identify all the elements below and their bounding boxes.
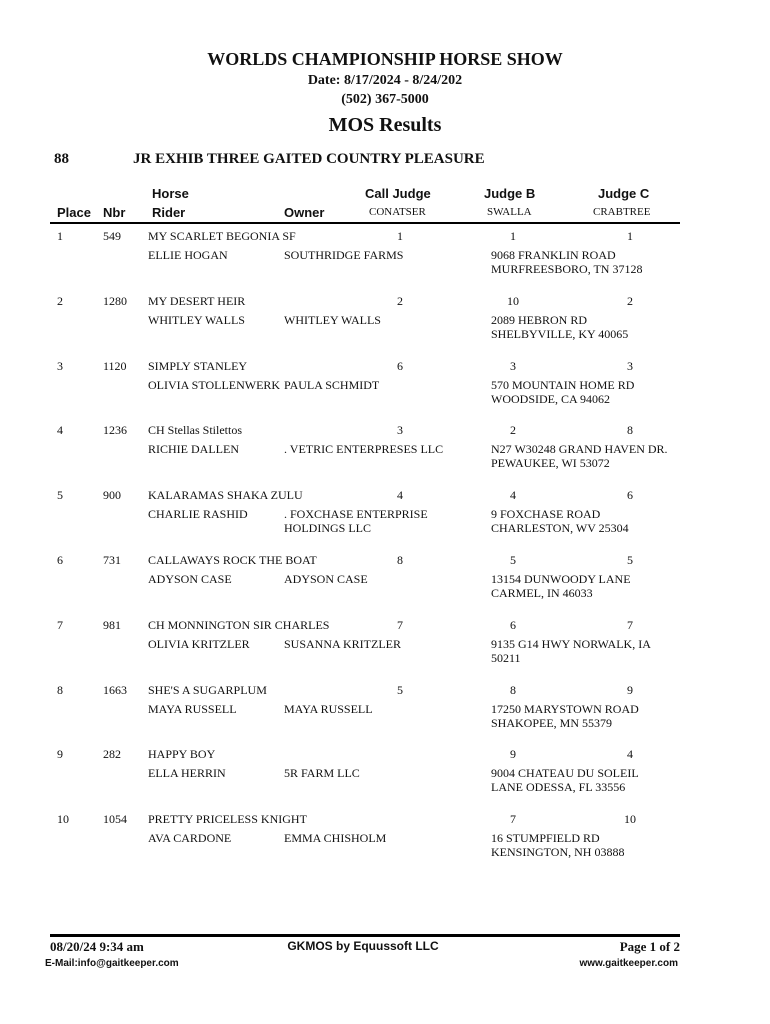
result-rider: RICHIE DALLEN xyxy=(148,442,239,457)
result-rider: AVA CARDONE xyxy=(148,831,232,846)
result-call-judge: 1 xyxy=(397,229,403,243)
result-horse: HAPPY BOY xyxy=(148,747,216,762)
footer-divider xyxy=(50,934,680,937)
header-judge-b: Judge B xyxy=(484,186,536,201)
result-rider: WHITLEY WALLS xyxy=(148,312,245,327)
result-address-line2: 50211 xyxy=(491,650,521,665)
result-place: 7 xyxy=(57,617,63,632)
judge-c-name: CRABTREE xyxy=(593,206,651,218)
result-owner: SOUTHRIDGE FARMS xyxy=(284,248,404,262)
result-address-line1: N27 W30248 GRAND HAVEN DR. xyxy=(491,442,668,457)
result-address-line1: 570 MOUNTAIN HOME RD xyxy=(491,377,635,392)
result-call-judge: 4 xyxy=(397,488,403,503)
result-judge-b: 9 xyxy=(510,747,516,762)
result-address-line2: SHELBYVILLE, KY 40065 xyxy=(491,326,629,341)
result-owner: PAULA SCHMIDT xyxy=(284,377,380,392)
result-rider: OLIVIA KRITZLER xyxy=(148,636,250,651)
result-call-judge: 5 xyxy=(397,682,403,697)
header-judge-c: Judge C xyxy=(598,186,650,201)
result-rider: ADYSON CASE xyxy=(148,572,232,586)
result-rider: ELLIE HOGAN xyxy=(148,248,228,262)
result-address-line2: CARMEL, IN 46033 xyxy=(491,586,593,600)
result-number: 1663 xyxy=(103,682,127,697)
result-rider: MAYA RUSSELL xyxy=(148,701,237,716)
result-horse: PRETTY PRICELESS KNIGHT xyxy=(148,812,307,827)
result-owner: ADYSON CASE xyxy=(284,572,368,586)
result-place: 4 xyxy=(57,423,63,438)
result-rider: ELLA HERRIN xyxy=(148,766,226,781)
header-nbr: Nbr xyxy=(103,205,126,220)
result-judge-b: 6 xyxy=(510,617,516,632)
result-owner: . FOXCHASE ENTERPRISE HOLDINGS LLC xyxy=(284,507,428,536)
result-judge-c: 5 xyxy=(627,553,633,567)
result-address-line2: WOODSIDE, CA 94062 xyxy=(491,391,610,406)
result-call-judge: 7 xyxy=(397,617,403,632)
result-number: 1280 xyxy=(103,293,127,308)
result-address-line1: 16 STUMPFIELD RD xyxy=(491,831,600,846)
result-place: 6 xyxy=(57,553,63,567)
footer-email: E-Mail:info@gaitkeeper.com xyxy=(45,958,179,969)
result-row xyxy=(0,812,770,877)
result-place: 9 xyxy=(57,747,63,762)
page-number: Page 1 of 2 xyxy=(619,939,680,954)
result-horse: KALARAMAS SHAKA ZULU xyxy=(148,488,303,503)
result-row xyxy=(0,294,770,359)
result-address-line1: 9004 CHATEAU DU SOLEIL xyxy=(491,766,639,781)
result-judge-c: 7 xyxy=(627,617,633,632)
result-horse: CALLAWAYS ROCK THE BOAT xyxy=(148,553,317,567)
result-horse: SHE'S A SUGARPLUM xyxy=(148,682,267,697)
result-judge-c: 6 xyxy=(627,488,633,503)
result-judge-b: 5 xyxy=(510,553,516,567)
result-row xyxy=(0,747,770,812)
result-number: 1236 xyxy=(103,423,127,438)
result-judge-b: 4 xyxy=(510,488,516,503)
result-horse: MY DESERT HEIR xyxy=(148,293,246,308)
result-place: 10 xyxy=(57,812,69,827)
result-judge-c: 3 xyxy=(627,358,633,373)
result-judge-b: 8 xyxy=(510,682,516,697)
result-address-line2: PEWAUKEE, WI 53072 xyxy=(491,456,610,471)
result-row xyxy=(0,683,770,748)
show-date: Date: 8/17/2024 - 8/24/202 xyxy=(307,73,463,88)
print-timestamp: 08/20/24 9:34 am xyxy=(50,939,144,954)
result-row xyxy=(0,229,770,294)
result-call-judge: 3 xyxy=(397,423,403,438)
result-owner: SUSANNA KRITZLER xyxy=(284,636,402,651)
result-address-line2: KENSINGTON, NH 03888 xyxy=(491,845,625,860)
result-address-line2: SHAKOPEE, MN 55379 xyxy=(491,715,613,730)
result-number: 981 xyxy=(103,617,121,632)
result-owner: 5R FARM LLC xyxy=(284,766,360,781)
result-number: 1120 xyxy=(103,358,127,373)
result-call-judge: 2 xyxy=(397,293,403,308)
result-row xyxy=(0,423,770,488)
footer-website: www.gaitkeeper.com xyxy=(579,958,678,969)
result-place: 5 xyxy=(57,488,63,503)
result-place: 2 xyxy=(57,293,63,308)
result-address-line2: MURFREESBORO, TN 37128 xyxy=(491,262,643,276)
result-place: 1 xyxy=(57,229,63,243)
show-title: WORLDS CHAMPIONSHIP HORSE SHOW xyxy=(207,49,563,69)
result-judge-c: 9 xyxy=(627,682,633,697)
result-rider: CHARLIE RASHID xyxy=(148,507,248,522)
result-call-judge: 8 xyxy=(397,553,403,567)
result-owner: . VETRIC ENTERPRESES LLC xyxy=(284,442,444,457)
header-owner: Owner xyxy=(284,205,325,220)
result-horse: CH Stellas Stilettos xyxy=(148,423,243,438)
result-row xyxy=(0,488,770,553)
result-row xyxy=(0,553,770,618)
header-rider: Rider xyxy=(152,205,186,220)
judge-b-name: SWALLA xyxy=(487,206,532,218)
result-address-line1: 17250 MARYSTOWN ROAD xyxy=(491,701,639,716)
result-address-line1: 9068 FRANKLIN ROAD xyxy=(491,248,616,262)
result-number: 900 xyxy=(103,488,121,503)
result-number: 549 xyxy=(103,229,121,243)
result-judge-c: 10 xyxy=(624,812,636,827)
result-horse: SIMPLY STANLEY xyxy=(148,358,248,373)
result-address-line2: CHARLESTON, WV 25304 xyxy=(491,521,629,536)
result-horse: CH MONNINGTON SIR CHARLES xyxy=(148,617,330,632)
result-number: 731 xyxy=(103,553,121,567)
result-judge-b: 2 xyxy=(510,423,516,438)
result-address-line1: 9 FOXCHASE ROAD xyxy=(491,507,601,522)
report-title: MOS Results xyxy=(328,114,442,136)
result-owner: MAYA RUSSELL xyxy=(284,701,373,716)
result-address-line1: 9135 G14 HWY NORWALK, IA xyxy=(491,636,651,651)
result-rider: OLIVIA STOLLENWERK xyxy=(148,377,281,392)
result-address-line1: 13154 DUNWOODY LANE xyxy=(491,572,631,586)
class-number: 88 xyxy=(54,151,69,167)
result-row xyxy=(0,359,770,424)
show-phone: (502) 367-5000 xyxy=(341,92,429,107)
software-credit: GKMOS by Equussoft LLC xyxy=(287,939,439,953)
result-judge-b: 7 xyxy=(510,812,516,827)
result-call-judge: 6 xyxy=(397,358,403,373)
header-call-judge: Call Judge xyxy=(365,186,431,201)
result-address-line2: LANE ODESSA, FL 33556 xyxy=(491,780,626,795)
result-judge-b: 3 xyxy=(510,358,516,373)
result-row xyxy=(0,618,770,683)
result-place: 8 xyxy=(57,682,63,697)
result-horse: MY SCARLET BEGONIA SF xyxy=(148,229,296,243)
result-owner: EMMA CHISHOLM xyxy=(284,831,387,846)
header-divider xyxy=(50,222,680,224)
call-judge-name: CONATSER xyxy=(369,206,426,218)
result-number: 282 xyxy=(103,747,121,762)
result-judge-c: 2 xyxy=(627,293,633,308)
result-judge-c: 1 xyxy=(627,229,633,243)
result-judge-c: 4 xyxy=(627,747,633,762)
result-owner: WHITLEY WALLS xyxy=(284,312,381,327)
result-judge-b: 10 xyxy=(507,293,519,308)
header-horse: Horse xyxy=(152,186,189,201)
class-name: JR EXHIB THREE GAITED COUNTRY PLEASURE xyxy=(133,151,485,167)
result-judge-b: 1 xyxy=(510,229,516,243)
result-place: 3 xyxy=(57,358,63,373)
result-number: 1054 xyxy=(103,812,127,827)
result-judge-c: 8 xyxy=(627,423,633,438)
header-place: Place xyxy=(57,205,91,220)
result-address-line1: 2089 HEBRON RD xyxy=(491,312,588,327)
